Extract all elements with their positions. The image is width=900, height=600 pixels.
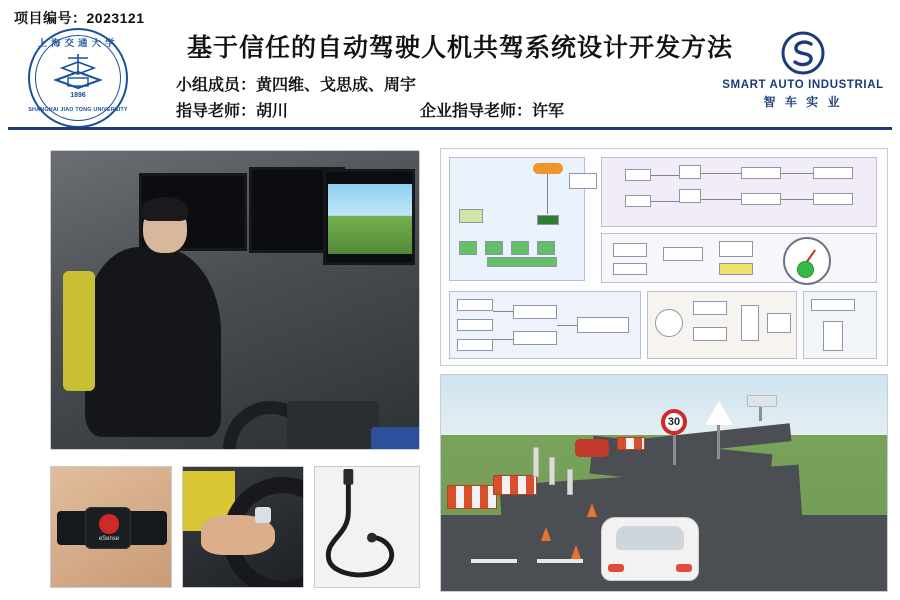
- driving-simulation-scene: [440, 374, 888, 592]
- connector-bl-c: [557, 325, 577, 326]
- enterprise-advisor-line: 企业指导老师：许军: [420, 103, 565, 120]
- block-o3: [663, 247, 703, 261]
- ego-vehicle-windshield: [616, 526, 684, 550]
- block-p6: [741, 193, 781, 205]
- sjtu-emblem-icon: [28, 28, 132, 132]
- blue-equipment-case: [371, 427, 420, 450]
- ego-vehicle: [601, 517, 699, 581]
- block-green-b: [459, 241, 477, 255]
- monitor-right: [323, 169, 415, 265]
- status-indicator-led: [797, 261, 814, 278]
- connector-p5-p7: [781, 173, 813, 174]
- simulink-model-diagram: [440, 148, 888, 366]
- delineator-post-3: [567, 469, 573, 495]
- road-barrier-3: [617, 437, 645, 450]
- block-bm4: [767, 313, 791, 333]
- block-bl3: [457, 339, 493, 351]
- poster-title: 基于信任的自动驾驶人机共驾系统设计开发方法: [186, 34, 733, 62]
- overhead-sign-board: [747, 395, 777, 407]
- connector-p4-p6: [701, 199, 741, 200]
- block-p7: [813, 167, 853, 179]
- block-dark-green: [537, 215, 559, 225]
- emblem-top-text: 上海交通大学: [37, 38, 119, 49]
- driver-seat: [63, 271, 95, 391]
- sign-pole-warning: [717, 425, 720, 459]
- block-bl6: [577, 317, 629, 333]
- block-bm2: [693, 327, 727, 341]
- warning-sign: [705, 401, 733, 425]
- company-name-en: SMART AUTO INDUSTRIAL: [722, 79, 884, 91]
- lead-vehicle-red: [575, 439, 609, 457]
- block-bm1: [693, 301, 727, 315]
- block-bl4: [513, 305, 557, 319]
- driver-hair: [142, 197, 188, 221]
- road-barrier-1: [447, 485, 497, 509]
- company-logo: [722, 30, 884, 116]
- sensor-cable-photo: [314, 466, 420, 588]
- block-o4: [719, 241, 753, 257]
- monitor-right-screen: [328, 184, 412, 254]
- biosensor-device: [85, 507, 131, 549]
- delineator-post-1: [533, 447, 539, 477]
- traffic-cone-3: [587, 503, 597, 517]
- block-green-e: [537, 241, 555, 255]
- emblem-year: 1896: [70, 92, 86, 99]
- traffic-cone-2: [541, 527, 551, 541]
- connector-p2-p4: [651, 201, 679, 202]
- block-green-bus: [487, 257, 557, 267]
- block-p8: [813, 193, 853, 205]
- block-bl5: [513, 331, 557, 345]
- poster-header: [0, 0, 900, 130]
- block-orange-source: [533, 163, 563, 174]
- driver-body: [85, 247, 221, 437]
- block-green-c: [485, 241, 503, 255]
- block-br2: [823, 321, 843, 351]
- connector-bl-a: [493, 311, 513, 312]
- team-members-line: 小组成员：黄四维、戈思成、周宇: [176, 77, 417, 94]
- delineator-post-2: [549, 457, 555, 485]
- speed-limit-sign: 30: [661, 409, 687, 435]
- block-green-d: [511, 241, 529, 255]
- connector-p6-p8: [781, 199, 813, 200]
- hand-on-steering-wheel-photo: [182, 466, 304, 588]
- connector-p3-p5: [701, 173, 741, 174]
- wearable-sensor-band-photo: [50, 466, 172, 588]
- company-s-glyph-icon: [780, 30, 826, 76]
- block-bm3: [741, 305, 759, 341]
- connector-vertical-main: [547, 174, 548, 214]
- block-p2: [625, 195, 651, 207]
- emblem-book-icon: [52, 50, 104, 98]
- block-yellow: [719, 263, 753, 275]
- dashboard-unit: [287, 401, 379, 450]
- block-green-a: [459, 209, 483, 223]
- emblem-bottom-text: SHANGHAI JIAO TONG UNIVERSITY: [28, 107, 128, 113]
- lane-marking-1: [471, 559, 517, 563]
- block-o2: [613, 263, 647, 275]
- block-round-icon: [655, 309, 683, 337]
- company-mark-icon: [780, 30, 826, 76]
- block-p3: [679, 165, 701, 179]
- driving-simulator-photo: [50, 150, 420, 450]
- block-p4: [679, 189, 701, 203]
- lane-marking-2: [537, 559, 583, 563]
- project-number: 项目编号：2023121: [14, 10, 145, 26]
- block-o1: [613, 243, 647, 257]
- block-bl1: [457, 299, 493, 311]
- block-p1: [625, 169, 651, 181]
- block-br1: [811, 299, 855, 311]
- ego-taillight-left: [608, 564, 624, 572]
- finger-clip-sensor: [255, 507, 271, 523]
- header-divider: [8, 127, 892, 130]
- emblem-core-icon: [52, 50, 104, 98]
- block-p5: [741, 167, 781, 179]
- connector-p1-p3: [651, 175, 679, 176]
- advisor-line: 指导老师：胡川: [176, 103, 289, 120]
- cable-shape-icon: [315, 467, 419, 587]
- company-name-cn: 智 车 实 业: [763, 95, 843, 109]
- block-bl2: [457, 319, 493, 331]
- road-barrier-2: [493, 475, 537, 495]
- block-white-top: [569, 173, 597, 189]
- connector-bl-b: [493, 339, 513, 340]
- traffic-cone-1: [571, 545, 581, 559]
- sensor-device-label: eSense: [98, 536, 120, 542]
- sensor-led-icon: [99, 514, 119, 534]
- ego-taillight-right: [676, 564, 692, 572]
